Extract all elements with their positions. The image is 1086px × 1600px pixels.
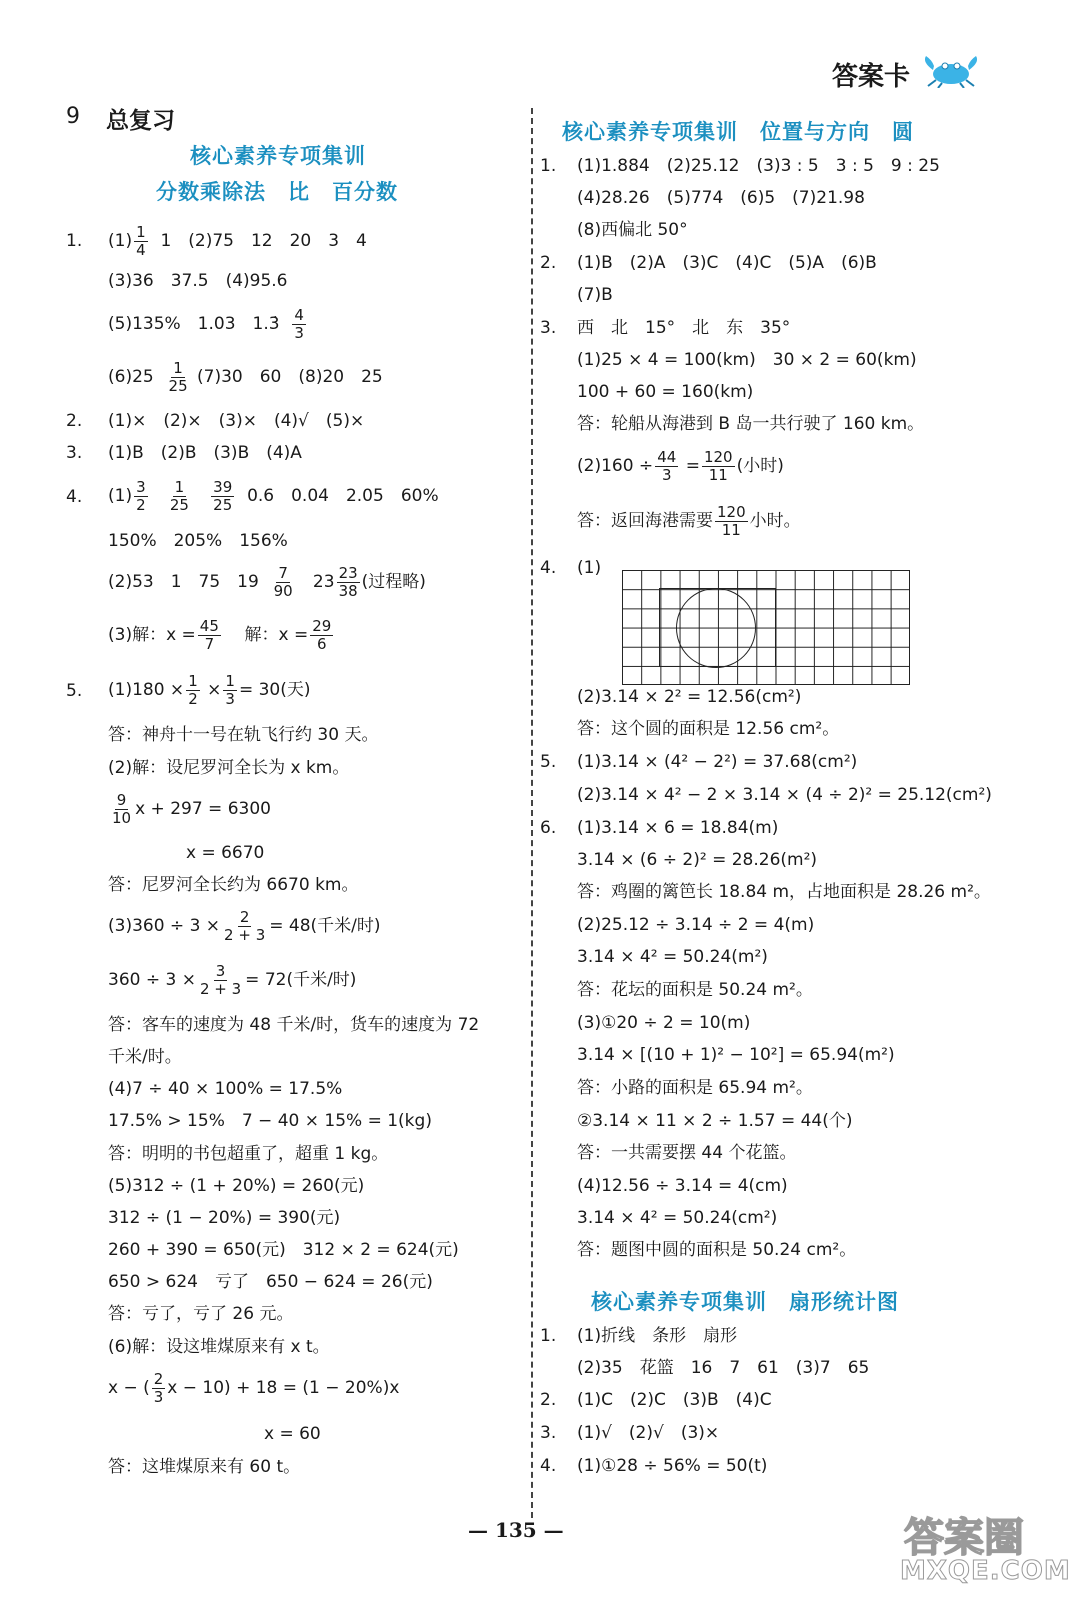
r-q6-line-l: (4)12.56 ÷ 3.14 = 4(cm) xyxy=(577,1176,788,1196)
r-q3-line-b: (1)25 × 4 = 100(km) 30 × 2 = 60(km) xyxy=(577,350,917,370)
r-r3-line: (1)√ (2)√ (3)× xyxy=(577,1423,720,1443)
q4-line-a: (1) $\frac{3}{2}$ $\frac{1}{25}$ $\frac{39}{25}$ 0.6 0.04 2.05 60% xyxy=(108,477,439,514)
r-q6-line-m: 3.14 × 4² = 50.24(cm²) xyxy=(577,1208,778,1228)
r-r3-number: 3. xyxy=(540,1423,557,1443)
r-q3-number: 3. xyxy=(540,318,557,338)
q2-number: 2. xyxy=(66,411,83,431)
q5-line-s: (6)解：设这堆煤原来有 x t。 xyxy=(108,1337,330,1357)
chapter-title: 总复习 xyxy=(106,108,175,134)
r-q6-line-d: (2)25.12 ÷ 3.14 ÷ 2 = 4(m) xyxy=(577,915,815,935)
page-number: — 135 — xyxy=(468,1518,564,1542)
r-q6-line-f: 答：花坛的面积是 50.24 m²。 xyxy=(577,980,813,1000)
r-q5-line-b: (2)3.14 × 4² − 2 × 3.14 × (4 ÷ 2)² = 25.12(cm²) xyxy=(577,785,992,805)
r-q2-line-a: (1)B (2)A (3)C (4)C (5)A (6)B xyxy=(577,253,877,273)
column-divider xyxy=(531,108,533,1518)
q1-number: 1. xyxy=(66,231,83,251)
q5-line-t: x − ( $\frac{2}{3}$ x − 10) + 18 = (1 − 20%)x xyxy=(108,1369,400,1406)
r-q3-line-e: (2)160 ÷ $\frac{44}{3}$ = $\frac{120}{11}$ (小时) xyxy=(577,447,784,484)
r-q6-line-i: 答：小路的面积是 65.94 m²。 xyxy=(577,1078,813,1098)
r-q2-line-b: (7)B xyxy=(577,285,613,305)
r-q3-line-f: 答：返回海港需要 $\frac{120}{11}$ 小时。 xyxy=(577,502,801,539)
q1-line-a: (1) $\frac{1}{4}$ 1 (2)75 12 20 3 4 xyxy=(108,222,367,259)
q5-line-g: (3)360 ÷ 3 × $\frac{2}{2 + 3}$ = 48(千米/时) xyxy=(108,907,381,944)
watermark-text: 答案圈 xyxy=(904,1515,1024,1561)
r-q4-line-c: 答：这个圆的面积是 12.56 cm²。 xyxy=(577,719,840,739)
q5-line-i: 答：客车的速度为 48 千米/时，货车的速度为 72 xyxy=(108,1015,480,1035)
r-q4-number: 4. xyxy=(540,558,557,578)
q1-line-b: (3)36 37.5 (4)95.6 xyxy=(108,271,288,291)
q4-number: 4. xyxy=(66,487,83,507)
q5-line-l: 17.5% > 15% 7 − 40 × 15% = 1(kg) xyxy=(108,1111,432,1131)
r-q3-line-c: 100 + 60 = 160(km) xyxy=(577,382,754,402)
q1-line-d: (6)25 $\frac{1}{25}$ (7)30 60 (8)20 25 xyxy=(108,358,383,395)
r-q1-line-c: (8)西偏北 50° xyxy=(577,220,688,240)
q4-line-c: (2)53 1 75 19 $\frac{7}{90}$ 23 $\frac{23}{38}$ (过程略) xyxy=(108,563,426,600)
q5-line-r: 答：亏了，亏了 26 元。 xyxy=(108,1304,294,1324)
r-r1-line-a: (1)折线 条形 扇形 xyxy=(577,1326,738,1346)
q2-line: (1)× (2)× (3)× (4)√ (5)× xyxy=(108,411,365,431)
q5-line-a: (1)180 × $\frac{1}{2}$ × $\frac{1}{3}$ = 30(天) xyxy=(108,671,311,708)
r-q6-line-n: 答：题图中圆的面积是 50.24 cm²。 xyxy=(577,1240,857,1260)
r-q4-line-b: (2)3.14 × 2² = 12.56(cm²) xyxy=(577,687,802,707)
r-r1-line-b: (2)35 花篮 16 7 61 (3)7 65 xyxy=(577,1358,870,1378)
r-r2-line: (1)C (2)C (3)B (4)C xyxy=(577,1390,772,1410)
q5-line-d: $\frac{9}{10}$ x + 297 = 6300 xyxy=(112,790,271,827)
section-title-right-1: 核心素养专项集训 位置与方向 圆 xyxy=(562,120,914,144)
q5-line-k: (4)7 ÷ 40 × 100% = 17.5% xyxy=(108,1079,343,1099)
q5-number: 5. xyxy=(66,681,83,701)
q4-line-d: (3)解：x = $\frac{45}{7}$ 解：x = $\frac{29}{6}$ xyxy=(108,616,332,653)
r-r4-number: 4. xyxy=(540,1456,557,1476)
q5-line-m: 答：明明的书包超重了，超重 1 kg。 xyxy=(108,1144,389,1164)
section-title-right-2: 核心素养专项集训 扇形统计图 xyxy=(591,1290,899,1314)
chapter-number: 9 xyxy=(66,104,80,129)
r-q6-line-a: (1)3.14 × 6 = 18.84(m) xyxy=(577,818,779,838)
q5-line-o: 312 ÷ (1 − 20%) = 390(元) xyxy=(108,1208,341,1228)
q5-line-v: 答：这堆煤原来有 60 t。 xyxy=(108,1457,301,1477)
r-q3-line-d: 答：轮船从海港到 B 岛一共行驶了 160 km。 xyxy=(577,414,925,434)
r-q6-line-b: 3.14 × (6 ÷ 2)² = 28.26(m²) xyxy=(577,850,818,870)
r-q2-number: 2. xyxy=(540,253,557,273)
r-q1-number: 1. xyxy=(540,156,557,176)
r-q1-line-a: (1)1.884 (2)25.12 (3)3 : 5 3 : 5 9 : 25 xyxy=(577,156,940,176)
r-q5-line-a: (1)3.14 × (4² − 2²) = 37.68(cm²) xyxy=(577,752,858,772)
q3-line: (1)B (2)B (3)B (4)A xyxy=(108,443,302,463)
r-q6-line-c: 答：鸡圈的篱笆长 18.84 m，占地面积是 28.26 m²。 xyxy=(577,882,991,902)
q5-line-h: 360 ÷ 3 × $\frac{3}{2 + 3}$ = 72(千米/时) xyxy=(108,961,357,998)
q5-line-q: 650 > 624 亏了 650 − 624 = 26(元) xyxy=(108,1272,433,1292)
q3-number: 3. xyxy=(66,443,83,463)
header-title: 答案卡 xyxy=(832,62,911,92)
r-q6-line-k: 答：一共需要摆 44 个花篮。 xyxy=(577,1143,797,1163)
r-r1-number: 1. xyxy=(540,1326,557,1346)
q5-line-f: 答：尼罗河全长约为 6670 km。 xyxy=(108,875,359,895)
q1-line-c: (5)135% 1.03 1.3̇ $\frac{4}{3}$ xyxy=(108,305,304,342)
q4-line-b: 150% 205% 156% xyxy=(108,531,288,551)
watermark-url: MXQE.COM xyxy=(900,1556,1071,1586)
r-q3-line-a: 西 北 15° 北 东 35° xyxy=(577,318,791,338)
r-q6-line-h: 3.14 × [(10 + 1)² − 10²] = 65.94(m²) xyxy=(577,1045,895,1065)
r-q4-line-a: (1) xyxy=(577,558,602,578)
q5-line-e: x = 6670 xyxy=(186,843,265,863)
section-title-left-1: 核心素养专项集训 xyxy=(190,144,366,168)
r-q6-line-e: 3.14 × 4² = 50.24(m²) xyxy=(577,947,768,967)
r-q6-number: 6. xyxy=(540,818,557,838)
q5-line-c: (2)解：设尼罗河全长为 x km。 xyxy=(108,758,350,778)
q5-line-p: 260 + 390 = 650(元) 312 × 2 = 624(元) xyxy=(108,1240,459,1260)
q5-line-b: 答：神舟十一号在轨飞行约 30 天。 xyxy=(108,725,379,745)
q5-line-n: (5)312 ÷ (1 + 20%) = 260(元) xyxy=(108,1176,365,1196)
crab-icon xyxy=(918,52,984,88)
section-title-left-2: 分数乘除法 比 百分数 xyxy=(156,180,398,204)
r-r4-line: (1)①28 ÷ 56% = 50(t) xyxy=(577,1456,768,1476)
q5-line-u: x = 60 xyxy=(264,1424,321,1444)
q5-line-j: 千米/时。 xyxy=(108,1047,182,1067)
r-q6-line-g: (3)①20 ÷ 2 = 10(m) xyxy=(577,1013,751,1033)
r-r2-number: 2. xyxy=(540,1390,557,1410)
circle-drawing xyxy=(676,588,756,668)
r-q6-line-j: ②3.14 × 11 × 2 ÷ 1.57 = 44(个) xyxy=(577,1111,853,1131)
r-q5-number: 5. xyxy=(540,752,557,772)
r-q1-line-b: (4)28.26 (5)774 (6)5 (7)21.98 xyxy=(577,188,865,208)
